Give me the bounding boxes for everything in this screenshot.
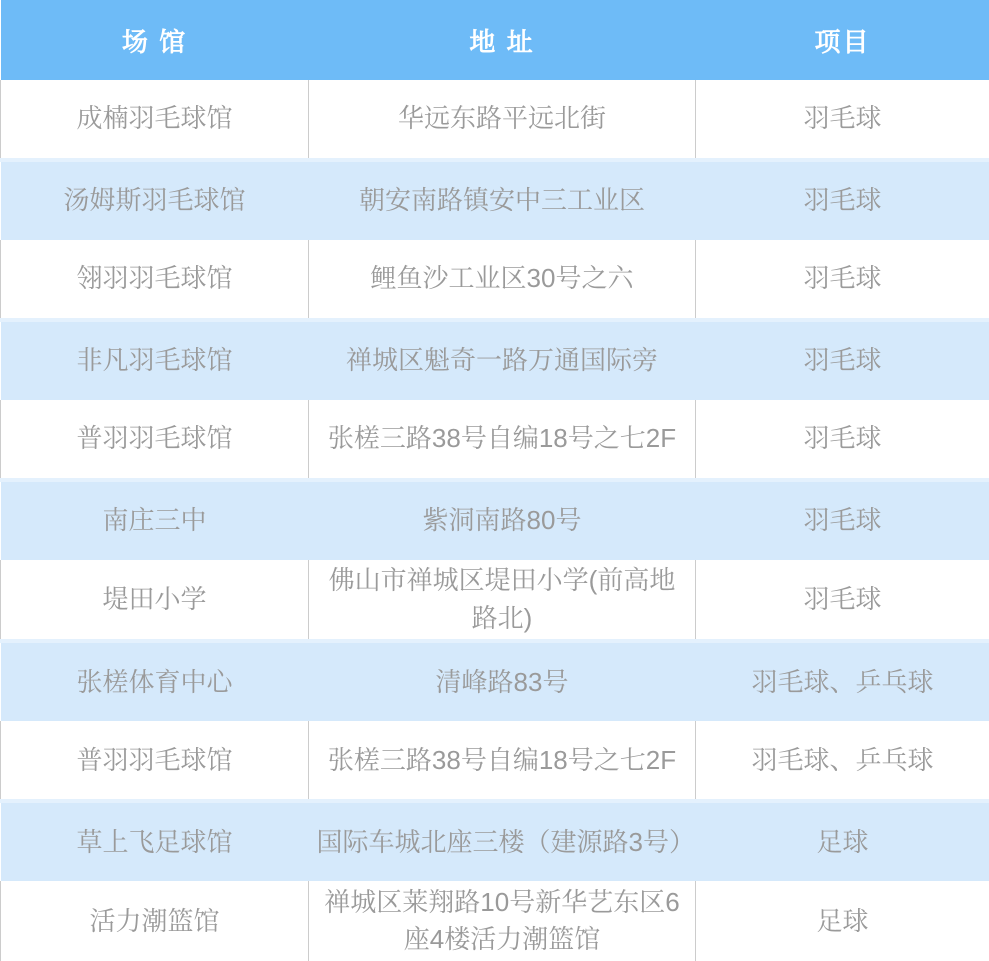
venue-cell: 普羽羽毛球馆 (1, 721, 309, 801)
project-cell: 足球 (696, 881, 989, 961)
table-header (1, 0, 989, 80)
address-cell: 鲤鱼沙工业区30号之六 (309, 240, 696, 320)
address-cell: 朝安南路镇安中三工业区 (309, 160, 696, 240)
table-row (1, 480, 989, 560)
project-cell: 羽毛球 (696, 560, 989, 641)
column-header-address: 地 址 (309, 0, 696, 80)
venue-cell: 草上飞足球馆 (1, 801, 309, 881)
address-cell: 华远东路平远北街 (309, 80, 696, 160)
address-cell: 国际车城北座三楼（建源路3号） (309, 801, 696, 881)
venue-cell: 张槎体育中心 (1, 641, 309, 721)
table-row (1, 400, 989, 480)
project-cell: 羽毛球 (696, 160, 989, 240)
address-cell: 清峰路83号 (309, 641, 696, 721)
column-header-venue: 场 馆 (1, 0, 309, 80)
project-cell: 羽毛球 (696, 400, 989, 480)
table-row (1, 641, 989, 721)
address-cell: 张槎三路38号自编18号之七2F (309, 721, 696, 801)
table-row (1, 80, 989, 160)
venue-cell: 堤田小学 (1, 560, 309, 641)
project-cell: 羽毛球 (696, 320, 989, 400)
project-cell: 羽毛球 (696, 240, 989, 320)
table-row (1, 881, 989, 961)
project-cell: 羽毛球 (696, 80, 989, 160)
table-row (1, 240, 989, 320)
venue-cell: 非凡羽毛球馆 (1, 320, 309, 400)
project-cell: 足球 (696, 801, 989, 881)
address-cell: 禅城区莱翔路10号新华艺东区6座4楼活力潮篮馆 (309, 881, 696, 961)
venue-cell: 成楠羽毛球馆 (1, 80, 309, 160)
venue-cell: 活力潮篮馆 (1, 881, 309, 961)
table-row (1, 160, 989, 240)
address-cell: 张槎三路38号自编18号之七2F (309, 400, 696, 480)
project-cell: 羽毛球、乒乓球 (696, 721, 989, 801)
column-header-project: 项目 (696, 0, 989, 80)
table-row (1, 801, 989, 881)
venue-cell: 普羽羽毛球馆 (1, 400, 309, 480)
venue-cell: 汤姆斯羽毛球馆 (1, 160, 309, 240)
address-cell: 禅城区魁奇一路万通国际旁 (309, 320, 696, 400)
table-body (1, 80, 989, 961)
project-cell: 羽毛球、乒乓球 (696, 641, 989, 721)
address-cell: 佛山市禅城区堤田小学(前高地路北) (309, 560, 696, 641)
venue-cell: 南庄三中 (1, 480, 309, 560)
venue-cell: 翎羽羽毛球馆 (1, 240, 309, 320)
table-row (1, 320, 989, 400)
header-row (1, 0, 989, 80)
address-cell: 紫洞南路80号 (309, 480, 696, 560)
table-row (1, 560, 989, 641)
table-row (1, 721, 989, 801)
project-cell: 羽毛球 (696, 480, 989, 560)
